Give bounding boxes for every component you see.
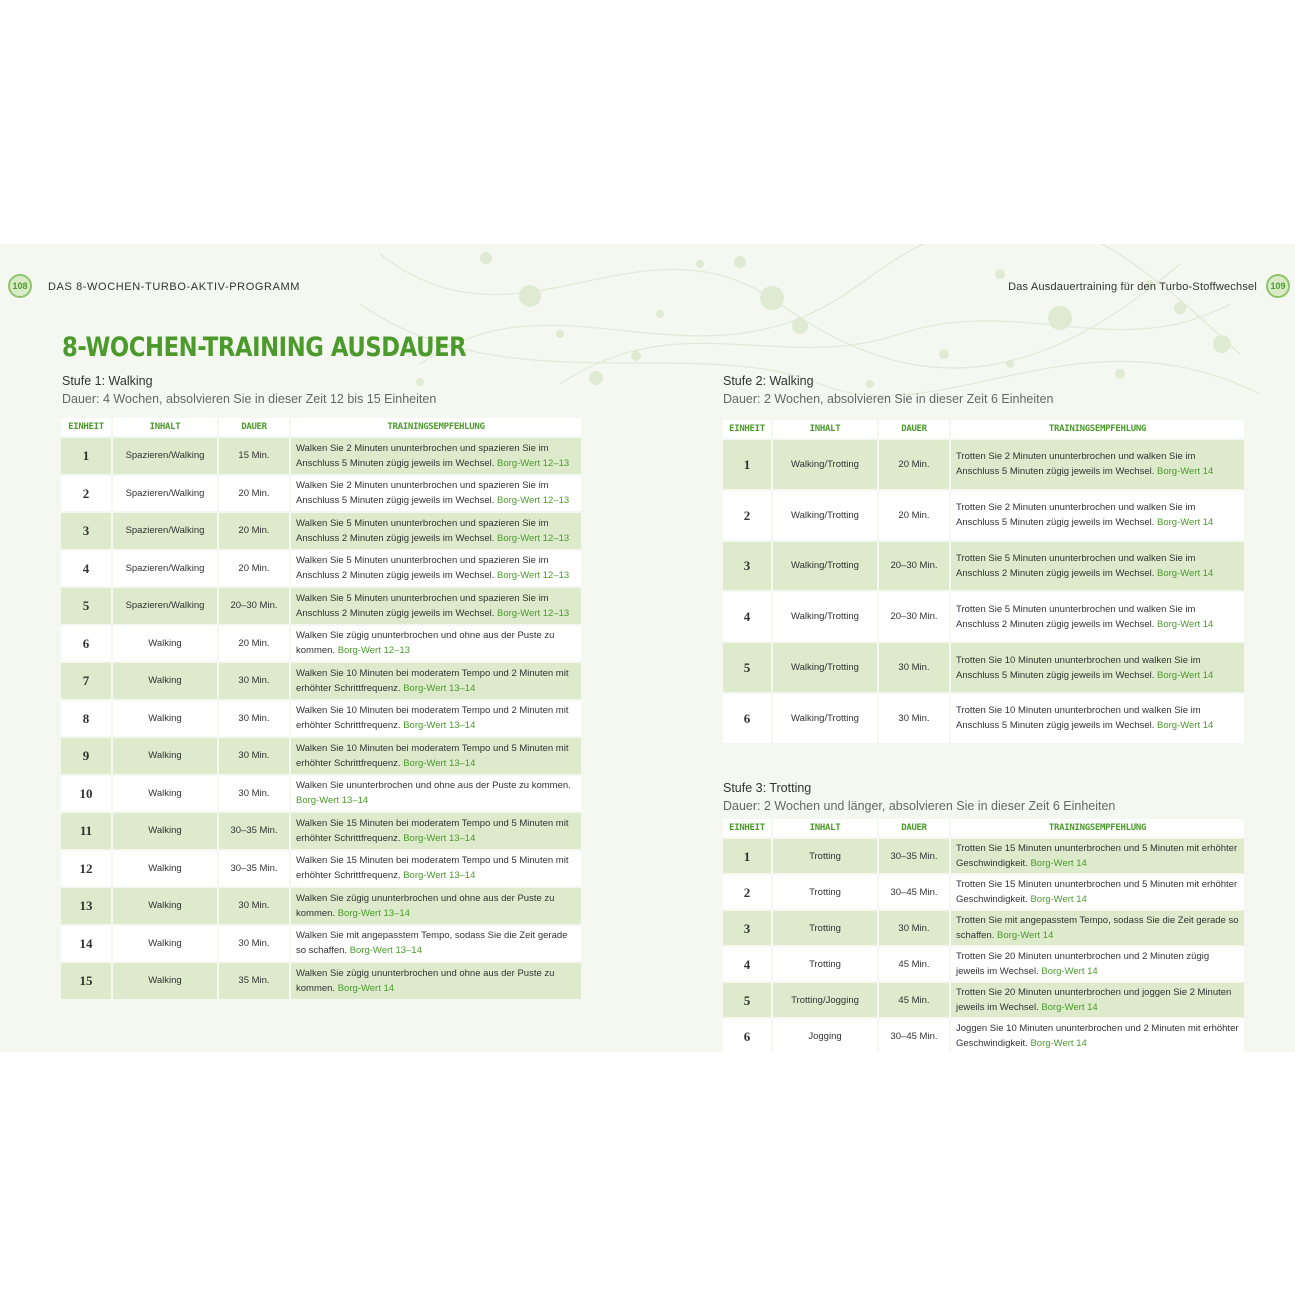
borg-value: Borg-Wert 12–13 <box>497 570 570 582</box>
stage3-table <box>721 817 1246 1052</box>
unit-number-cell: 6 <box>61 626 111 662</box>
unit-number-cell: 12 <box>61 851 111 887</box>
content-cell: Walking <box>113 701 217 737</box>
recommendation-text: Walken Sie 2 Minuten ununterbrochen und spazieren Sie im Anschluss 5 Minuten zügig jeweils im Wechsel. <box>296 442 549 469</box>
recommendation-cell <box>291 663 581 699</box>
recommendation-cell <box>951 1019 1244 1052</box>
recommendation-text: Walken Sie 5 Minuten ununterbrochen und spazieren Sie im Anschluss 2 Minuten zügig jeweils im Wechsel. <box>296 555 549 582</box>
content-cell: Walking/Trotting <box>773 694 877 743</box>
recommendation-cell <box>951 643 1244 692</box>
duration-cell: 30–35 Min. <box>879 839 949 873</box>
recommendation-cell <box>291 513 581 549</box>
recommendation-cell <box>951 694 1244 743</box>
recommendation-cell <box>291 813 581 849</box>
duration-cell: 30–35 Min. <box>219 813 289 849</box>
recommendation-text: Trotten Sie 20 Minuten ununterbrochen und joggen Sie 2 Minuten jeweils im Wechsel. <box>956 987 1232 1013</box>
recommendation-text: Trotten Sie 5 Minuten ununterbrochen und walken Sie im Anschluss 2 Minuten zügig jeweils im Wechsel. <box>956 603 1196 630</box>
column-header-inhalt: INHALT <box>773 819 877 837</box>
unit-number-cell: 8 <box>61 701 111 737</box>
recommendation-text: Trotten Sie 10 Minuten ununterbrochen und walken Sie im Anschluss 5 Minuten zügig jeweils im Wechsel. <box>956 705 1201 732</box>
content-cell: Walking/Trotting <box>773 491 877 540</box>
recommendation-cell <box>291 776 581 812</box>
content-cell: Trotting <box>773 947 877 981</box>
table-row <box>61 663 581 699</box>
duration-cell: 30 Min. <box>219 926 289 962</box>
content-cell: Walking <box>113 963 217 999</box>
recommendation-text: Trotten Sie 15 Minuten ununterbrochen und 5 Minuten mit erhöhter Geschwindigkeit. <box>956 843 1238 869</box>
recommendation-cell <box>951 542 1244 591</box>
recommendation-text: Trotten Sie mit angepasstem Tempo, sodass Sie die Zeit gerade so schaffen. <box>956 915 1239 941</box>
recommendation-cell <box>291 701 581 737</box>
recommendation-text: Walken Sie 10 Minuten bei moderatem Tempo und 5 Minuten mit erhöhter Schrittfrequenz. <box>296 742 569 769</box>
content-cell: Walking/Trotting <box>773 643 877 692</box>
table-row <box>61 813 581 849</box>
duration-cell: 15 Min. <box>219 438 289 474</box>
duration-cell: 20 Min. <box>219 476 289 512</box>
borg-value: Borg-Wert 13–14 <box>349 945 422 957</box>
table-row <box>61 738 581 774</box>
borg-value: Borg-Wert 14 <box>337 982 395 994</box>
recommendation-text: Walken Sie 2 Minuten ununterbrochen und spazieren Sie im Anschluss 5 Minuten zügig jeweils im Wechsel. <box>296 480 549 507</box>
column-header-dauer: DAUER <box>879 420 949 438</box>
unit-number-cell: 1 <box>61 438 111 474</box>
recommendation-cell <box>291 926 581 962</box>
content-cell: Spazieren/Walking <box>113 588 217 624</box>
stage1-subtitle: Dauer: 4 Wochen, absolvieren Sie in dieser Zeit 12 bis 15 Einheiten <box>62 392 437 406</box>
content-cell: Walking <box>113 663 217 699</box>
recommendation-text: Joggen Sie 10 Minuten ununterbrochen und 2 Minuten mit erhöhter Geschwindigkeit. <box>956 1023 1239 1049</box>
table-row <box>61 776 581 812</box>
content-cell: Trotting <box>773 875 877 909</box>
duration-cell: 45 Min. <box>879 947 949 981</box>
recommendation-text: Walken Sie 10 Minuten bei moderatem Tempo und 2 Minuten mit erhöhter Schrittfrequenz. <box>296 667 569 694</box>
content-cell: Walking/Trotting <box>773 440 877 489</box>
unit-number-cell: 5 <box>723 983 771 1017</box>
duration-cell: 30 Min. <box>219 663 289 699</box>
borg-value: Borg-Wert 13–14 <box>403 870 476 882</box>
duration-cell: 30 Min. <box>879 911 949 945</box>
recommendation-cell <box>291 851 581 887</box>
table-row <box>723 542 1244 591</box>
recommendation-text: Walken Sie 10 Minuten bei moderatem Tempo und 2 Minuten mit erhöhter Schrittfrequenz. <box>296 705 569 732</box>
recommendation-cell <box>951 592 1244 641</box>
unit-number-cell: 3 <box>723 911 771 945</box>
column-header-einheit: EINHEIT <box>723 420 771 438</box>
table-row <box>61 626 581 662</box>
duration-cell: 20–30 Min. <box>879 592 949 641</box>
table-row <box>61 851 581 887</box>
table-row <box>61 963 581 999</box>
unit-number-cell: 15 <box>61 963 111 999</box>
recommendation-text: Trotten Sie 2 Minuten ununterbrochen und walken Sie im Anschluss 5 Minuten zügig jeweils im Wechsel. <box>956 502 1196 529</box>
unit-number-cell: 6 <box>723 1019 771 1052</box>
duration-cell: 30 Min. <box>219 701 289 737</box>
content-cell: Spazieren/Walking <box>113 438 217 474</box>
duration-cell: 30 Min. <box>219 738 289 774</box>
recommendation-text: Trotten Sie 10 Minuten ununterbrochen und walken Sie im Anschluss 5 Minuten zügig jeweils im Wechsel. <box>956 654 1201 681</box>
recommendation-text: Trotten Sie 15 Minuten ununterbrochen und 5 Minuten mit erhöhter Geschwindigkeit. <box>956 879 1238 905</box>
table-row <box>61 476 581 512</box>
duration-cell: 30 Min. <box>219 776 289 812</box>
borg-value: Borg-Wert 12–13 <box>497 495 570 507</box>
table-row <box>723 1019 1244 1052</box>
duration-cell: 20–30 Min. <box>879 542 949 591</box>
column-header-trainingsempfehlung: TRAININGSEMPFEHLUNG <box>951 420 1244 438</box>
recommendation-text: Walken Sie zügig ununterbrochen und ohne aus der Puste zu kommen. <box>296 967 555 994</box>
column-header-dauer: DAUER <box>219 418 289 436</box>
borg-value: Borg-Wert 13–14 <box>403 832 476 844</box>
content-cell: Walking <box>113 738 217 774</box>
recommendation-cell <box>951 839 1244 873</box>
borg-value: Borg-Wert 14 <box>1157 466 1214 478</box>
borg-value: Borg-Wert 14 <box>1041 1002 1098 1013</box>
page-title: 8-WOCHEN-TRAINING AUSDAUER <box>62 332 467 363</box>
borg-value: Borg-Wert 13–14 <box>296 795 369 807</box>
borg-value: Borg-Wert 13–14 <box>403 720 476 732</box>
borg-value: Borg-Wert 12–13 <box>497 457 570 469</box>
recommendation-cell <box>291 738 581 774</box>
table-row <box>723 694 1244 743</box>
recommendation-text: Trotten Sie 5 Minuten ununterbrochen und walken Sie im Anschluss 2 Minuten zügig jeweils im Wechsel. <box>956 552 1196 579</box>
unit-number-cell: 13 <box>61 888 111 924</box>
table-row <box>723 875 1244 909</box>
unit-number-cell: 10 <box>61 776 111 812</box>
table-row <box>61 588 581 624</box>
unit-number-cell: 3 <box>61 513 111 549</box>
duration-cell: 35 Min. <box>219 963 289 999</box>
stage3-title: Stufe 3: Trotting <box>723 781 812 795</box>
recommendation-text: Walken Sie 15 Minuten bei moderatem Tempo und 5 Minuten mit erhöhter Schrittfrequenz. <box>296 855 569 882</box>
borg-value: Borg-Wert 14 <box>1157 720 1214 732</box>
stage2-title: Stufe 2: Walking <box>723 374 814 388</box>
content-cell: Walking <box>113 776 217 812</box>
table-row <box>723 491 1244 540</box>
stage1-title: Stufe 1: Walking <box>62 374 153 388</box>
borg-value: Borg-Wert 14 <box>1157 567 1214 579</box>
unit-number-cell: 11 <box>61 813 111 849</box>
stage1-table <box>59 416 583 1001</box>
table-row <box>723 440 1244 489</box>
duration-cell: 20 Min. <box>219 626 289 662</box>
duration-cell: 20 Min. <box>219 551 289 587</box>
recommendation-text: Walken Sie 5 Minuten ununterbrochen und spazieren Sie im Anschluss 2 Minuten zügig jeweils im Wechsel. <box>296 517 549 544</box>
recommendation-cell <box>291 626 581 662</box>
recommendation-text: Trotten Sie 2 Minuten ununterbrochen und walken Sie im Anschluss 5 Minuten zügig jeweils im Wechsel. <box>956 451 1196 478</box>
unit-number-cell: 14 <box>61 926 111 962</box>
unit-number-cell: 5 <box>61 588 111 624</box>
page-number-right: 109 <box>1266 274 1290 298</box>
duration-cell: 20 Min. <box>879 440 949 489</box>
recommendation-text: Walken Sie 15 Minuten bei moderatem Tempo und 5 Minuten mit erhöhter Schrittfrequenz. <box>296 817 569 844</box>
recommendation-cell <box>951 911 1244 945</box>
table-row <box>723 911 1244 945</box>
column-header-inhalt: INHALT <box>113 418 217 436</box>
content-cell: Trotting <box>773 839 877 873</box>
content-cell: Walking <box>113 926 217 962</box>
table-row <box>61 888 581 924</box>
duration-cell: 30 Min. <box>879 643 949 692</box>
stage2-subtitle: Dauer: 2 Wochen, absolvieren Sie in dieser Zeit 6 Einheiten <box>723 392 1054 406</box>
table-row <box>723 643 1244 692</box>
column-header-trainingsempfehlung: TRAININGSEMPFEHLUNG <box>951 819 1244 837</box>
book-spread <box>0 244 1295 1052</box>
recommendation-cell <box>951 947 1244 981</box>
recommendation-cell <box>291 551 581 587</box>
table-row <box>61 701 581 737</box>
table-row <box>61 551 581 587</box>
duration-cell: 30–45 Min. <box>879 875 949 909</box>
unit-number-cell: 1 <box>723 839 771 873</box>
borg-value: Borg-Wert 13–14 <box>403 682 476 694</box>
duration-cell: 30–35 Min. <box>219 851 289 887</box>
table-row <box>723 983 1244 1017</box>
content-cell: Walking <box>113 851 217 887</box>
borg-value: Borg-Wert 14 <box>1157 618 1214 630</box>
unit-number-cell: 7 <box>61 663 111 699</box>
content-cell: Trotting/Jogging <box>773 983 877 1017</box>
borg-value: Borg-Wert 14 <box>997 930 1054 941</box>
duration-cell: 20–30 Min. <box>219 588 289 624</box>
table-row <box>61 513 581 549</box>
column-header-trainingsempfehlung: TRAININGSEMPFEHLUNG <box>291 418 581 436</box>
borg-value: Borg-Wert 12–13 <box>497 532 570 544</box>
content-cell: Trotting <box>773 911 877 945</box>
content-cell: Walking/Trotting <box>773 542 877 591</box>
duration-cell: 20 Min. <box>879 491 949 540</box>
table-row <box>61 926 581 962</box>
unit-number-cell: 9 <box>61 738 111 774</box>
content-cell: Spazieren/Walking <box>113 476 217 512</box>
recommendation-cell <box>951 875 1244 909</box>
recommendation-cell <box>951 440 1244 489</box>
running-title-left: DAS 8-WOCHEN-TURBO-AKTIV-PROGRAMM <box>48 281 301 293</box>
unit-number-cell: 1 <box>723 440 771 489</box>
column-header-einheit: EINHEIT <box>61 418 111 436</box>
duration-cell: 30 Min. <box>219 888 289 924</box>
recommendation-cell <box>951 983 1244 1017</box>
content-cell: Walking/Trotting <box>773 592 877 641</box>
content-cell: Walking <box>113 888 217 924</box>
column-header-einheit: EINHEIT <box>723 819 771 837</box>
unit-number-cell: 4 <box>61 551 111 587</box>
borg-value: Borg-Wert 13–14 <box>337 907 410 919</box>
unit-number-cell: 4 <box>723 592 771 641</box>
recommendation-text: Walken Sie 5 Minuten ununterbrochen und spazieren Sie im Anschluss 2 Minuten zügig jeweils im Wechsel. <box>296 592 549 619</box>
recommendation-cell <box>291 438 581 474</box>
borg-value: Borg-Wert 12–13 <box>497 607 570 619</box>
unit-number-cell: 6 <box>723 694 771 743</box>
content-cell: Walking <box>113 626 217 662</box>
borg-value: Borg-Wert 14 <box>1157 517 1214 529</box>
recommendation-text: Walken Sie zügig ununterbrochen und ohne aus der Puste zu kommen. <box>296 892 555 919</box>
borg-value: Borg-Wert 14 <box>1030 1038 1087 1049</box>
stage2-table <box>721 418 1246 745</box>
table-row <box>723 592 1244 641</box>
duration-cell: 30 Min. <box>879 694 949 743</box>
table-row <box>723 839 1244 873</box>
unit-number-cell: 5 <box>723 643 771 692</box>
borg-value: Borg-Wert 14 <box>1157 669 1214 681</box>
content-cell: Walking <box>113 813 217 849</box>
unit-number-cell: 2 <box>61 476 111 512</box>
stage3-subtitle: Dauer: 2 Wochen und länger, absolvieren Sie in dieser Zeit 6 Einheiten <box>723 799 1116 813</box>
duration-cell: 20 Min. <box>219 513 289 549</box>
unit-number-cell: 4 <box>723 947 771 981</box>
recommendation-cell <box>291 888 581 924</box>
borg-value: Borg-Wert 14 <box>1030 894 1087 905</box>
recommendation-cell <box>951 491 1244 540</box>
table-row <box>723 947 1244 981</box>
recommendation-text: Walken Sie mit angepasstem Tempo, sodass Sie die Zeit gerade so schaffen. <box>296 930 568 957</box>
table-row <box>61 438 581 474</box>
borg-value: Borg-Wert 14 <box>1041 966 1098 977</box>
recommendation-cell <box>291 588 581 624</box>
content-cell: Spazieren/Walking <box>113 551 217 587</box>
duration-cell: 30–45 Min. <box>879 1019 949 1052</box>
running-title-right: Das Ausdauertraining für den Turbo-Stoffwechsel <box>1008 281 1257 293</box>
borg-value: Borg-Wert 12–13 <box>337 645 410 657</box>
column-header-dauer: DAUER <box>879 819 949 837</box>
content-cell: Jogging <box>773 1019 877 1052</box>
unit-number-cell: 3 <box>723 542 771 591</box>
recommendation-text: Walken Sie zügig ununterbrochen und ohne aus der Puste zu kommen. <box>296 630 555 657</box>
column-header-inhalt: INHALT <box>773 420 877 438</box>
borg-value: Borg-Wert 13–14 <box>403 757 476 769</box>
unit-number-cell: 2 <box>723 875 771 909</box>
recommendation-cell <box>291 476 581 512</box>
borg-value: Borg-Wert 14 <box>1030 858 1087 869</box>
page-number-left: 108 <box>8 274 32 298</box>
recommendation-cell <box>291 963 581 999</box>
recommendation-text: Trotten Sie 20 Minuten ununterbrochen und 2 Minuten zügig jeweils im Wechsel. <box>956 951 1210 977</box>
recommendation-text: Walken Sie ununterbrochen und ohne aus der Puste zu kommen. <box>296 780 571 792</box>
content-cell: Spazieren/Walking <box>113 513 217 549</box>
duration-cell: 45 Min. <box>879 983 949 1017</box>
unit-number-cell: 2 <box>723 491 771 540</box>
